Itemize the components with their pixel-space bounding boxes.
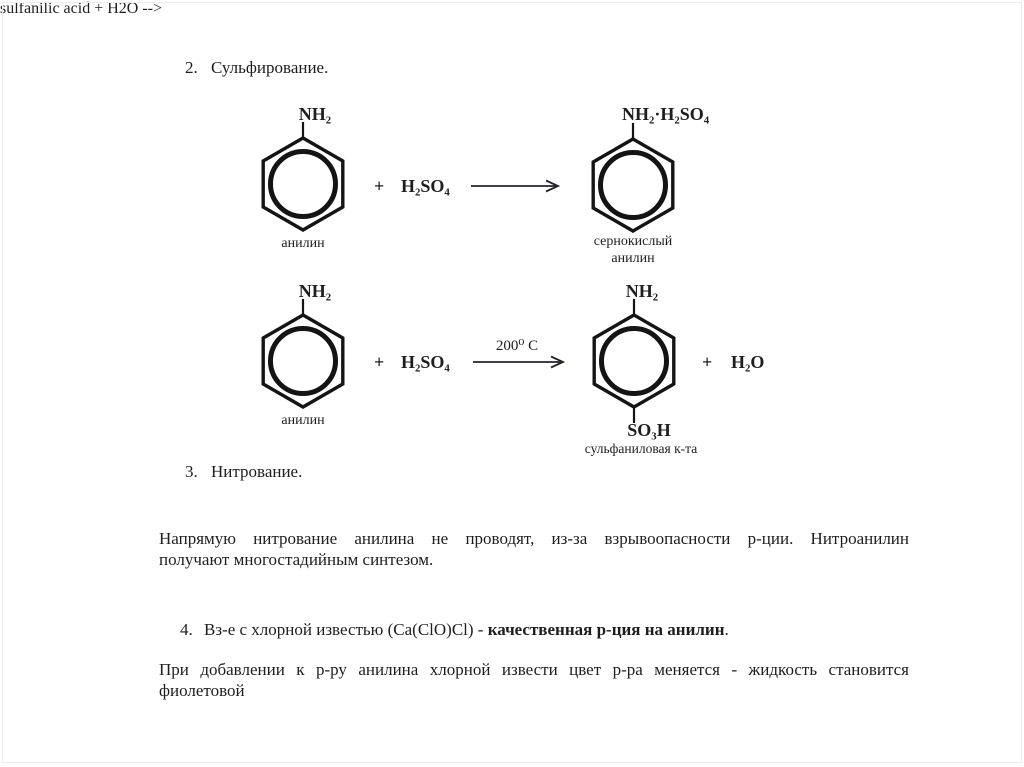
rx1-product-caption-line2: анилин: [611, 251, 655, 266]
rx2-reactant-formula: NH₂: [298, 281, 332, 301]
rx2-condition: 200⁰ C: [495, 338, 539, 354]
nitration-paragraph: [159, 528, 909, 570]
rx2-byproduct: H₂O: [731, 352, 765, 372]
lime-test-paragraph-line2: фиолетовой: [159, 681, 245, 700]
rx2-reagent: H₂SO₄: [401, 352, 450, 372]
nitration-paragraph-line2: получают многостадийным синтезом.: [159, 550, 434, 569]
lime-test-paragraph-line1: При добавлении к р-ру анилина хлорной извести цвет р-ра меняется - жидкость становится: [159, 660, 909, 679]
rx2-product-formula-bottom: SO₃H: [627, 420, 671, 440]
section-3-heading: [185, 462, 302, 482]
rx1-reactant-caption: анилин: [281, 236, 325, 251]
rx1-product-caption-line1: сернокислый: [593, 234, 673, 249]
rx2-reactant-caption: анилин: [281, 413, 325, 428]
section-4-bold: качественная р-ция на анилин: [487, 620, 725, 639]
section-3-number: 3.: [185, 462, 198, 481]
section-2-heading: [185, 58, 328, 78]
page-border: [2, 2, 1022, 763]
rx2-product-caption: сульфаниловая к-та: [584, 441, 698, 456]
rx2-plus-2: +: [702, 352, 713, 372]
section-3-title: Нитрование.: [211, 462, 303, 481]
benzene-ring-aniline-1: [253, 119, 353, 249]
section-4-heading: [180, 620, 729, 640]
section-4-period: .: [724, 620, 729, 639]
section-4-number: 4.: [180, 620, 193, 639]
section-2-title: Сульфирование.: [211, 58, 329, 77]
rx1-reactant-formula: NH₂: [298, 104, 332, 124]
nitration-paragraph-line1: Напрямую нитрование анилина не проводят, из-за взрывоопасности р-ции. Нитроанилин: [159, 529, 909, 548]
reaction-arrow-1: [470, 177, 562, 195]
document-page: 2. Сульфирование. NH₂ анилин + H₂SO₄ NH₂·H₂SO₄ сернокислый анилин sulfanilic acid + H2O --> NH₂ анилин + H₂SO₄ 200⁰ C NH₂ SO₃H сульфаниловая к-та + H₂O 3. Нитрование. Напрямую нитрование анилина не проводят, из-за взрывоопасности р-ции. Нитроанилин получают многостадийным синтезом. 4. Вз-е с хлорной известью (Ca(ClO)Cl) - качественная р-ция на анилин. При добавлении к р-ру анилина хлорной извести цвет р-ра меняется - жидкость становится фиолетовой: [0, 0, 1024, 767]
rx2-product-formula-top: NH₂: [625, 281, 659, 301]
section-2-number: 2.: [185, 58, 198, 77]
reaction-arrow-2: [472, 353, 567, 371]
benzene-ring-aniline-2: [253, 296, 353, 426]
rx2-plus: +: [374, 352, 385, 372]
section-4-lead: Вз-е с хлорной известью (Ca(ClO)Cl) -: [204, 620, 488, 639]
rx1-reagent: H₂SO₄: [401, 176, 450, 196]
rx1-plus: +: [374, 176, 385, 196]
rx1-product-formula: NH₂·H₂SO₄: [622, 104, 710, 124]
benzene-ring-sulfanilic-acid: [584, 296, 684, 426]
lime-test-paragraph: [159, 659, 909, 701]
rx1-product-caption: [573, 233, 693, 267]
benzene-ring-aniline-sulfate: [583, 120, 683, 250]
